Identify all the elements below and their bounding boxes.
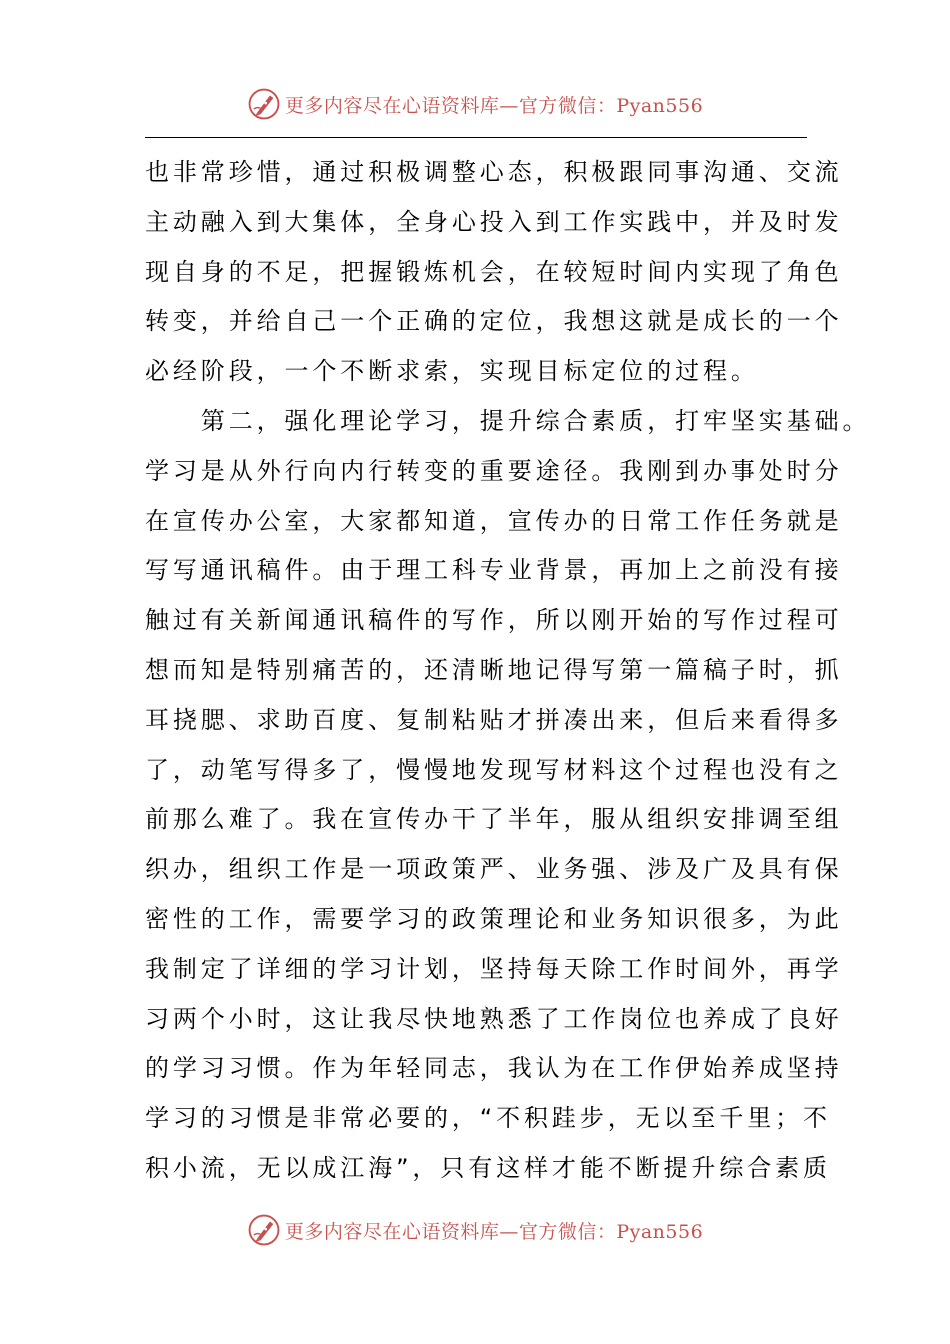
text-line: 触过有关新闻通讯稿件的写作，所以刚开始的写作过程可: [145, 606, 843, 635]
document-body: [145, 148, 871, 1194]
text-line: 前那么难了。我在宣传办干了半年，服从组织安排调至组: [145, 805, 843, 834]
text-line: 现自身的不足，把握锻炼机会，在较短时间内实现了角色: [145, 257, 843, 286]
text-line: 织办，组织工作是一项政策严、业务强、涉及广及具有保: [145, 855, 843, 884]
pen-nib-logo-icon: [247, 1213, 281, 1247]
text-line: 在宣传办公室，大家都知道，宣传办的日常工作任务就是: [145, 506, 843, 535]
footer-banner: [0, 1208, 950, 1252]
text-line: 想而知是特别痛苦的，还清晰地记得写第一篇稿子时，抓: [145, 655, 843, 684]
pen-nib-logo-icon: [247, 87, 281, 121]
text-line: 密性的工作，需要学习的政策理论和业务知识很多，为此: [145, 904, 843, 933]
text-line: 我制定了详细的学习计划，坚持每天除工作时间外，再学: [145, 954, 843, 983]
text-line: 了，动笔写得多了，慢慢地发现写材料这个过程也没有之: [145, 755, 843, 784]
text-line: 第二，强化理论学习，提升综合素质，打牢坚实基础。: [145, 406, 871, 435]
header-divider: [145, 137, 807, 138]
text-line: 主动融入到大集体，全身心投入到工作实践中，并及时发: [145, 207, 843, 236]
text-line: 积小流，无以成江海”，只有这样才能不断提升综合素质: [145, 1153, 831, 1182]
text-line: 的学习习惯。作为年轻同志，我认为在工作伊始养成坚持: [145, 1054, 843, 1083]
text-line: 学习的习惯是非常必要的，“不积跬步，无以至千里；不: [145, 1104, 831, 1133]
text-line: 习两个小时，这让我尽快地熟悉了工作岗位也养成了良好: [145, 1004, 843, 1033]
footer-banner-text: 更多内容尽在心语资料库—官方微信：Pyan556: [284, 1220, 704, 1243]
text-line: 转变，并给自己一个正确的定位，我想这就是成长的一个: [145, 307, 843, 336]
text-line: 写写通讯稿件。由于理工科专业背景，再加上之前没有接: [145, 556, 843, 585]
text-line: 学习是从外行向内行转变的重要途径。我刚到办事处时分: [145, 456, 843, 485]
header-banner: [0, 82, 950, 126]
text-line: 必经阶段，一个不断求索，实现目标定位的过程。: [145, 357, 759, 386]
text-line: 耳挠腮、求助百度、复制粘贴才拼凑出来，但后来看得多: [145, 705, 843, 734]
text-line: 也非常珍惜，通过积极调整心态，积极跟同事沟通、交流: [145, 158, 843, 186]
header-banner-text: 更多内容尽在心语资料库—官方微信：Pyan556: [284, 94, 704, 117]
